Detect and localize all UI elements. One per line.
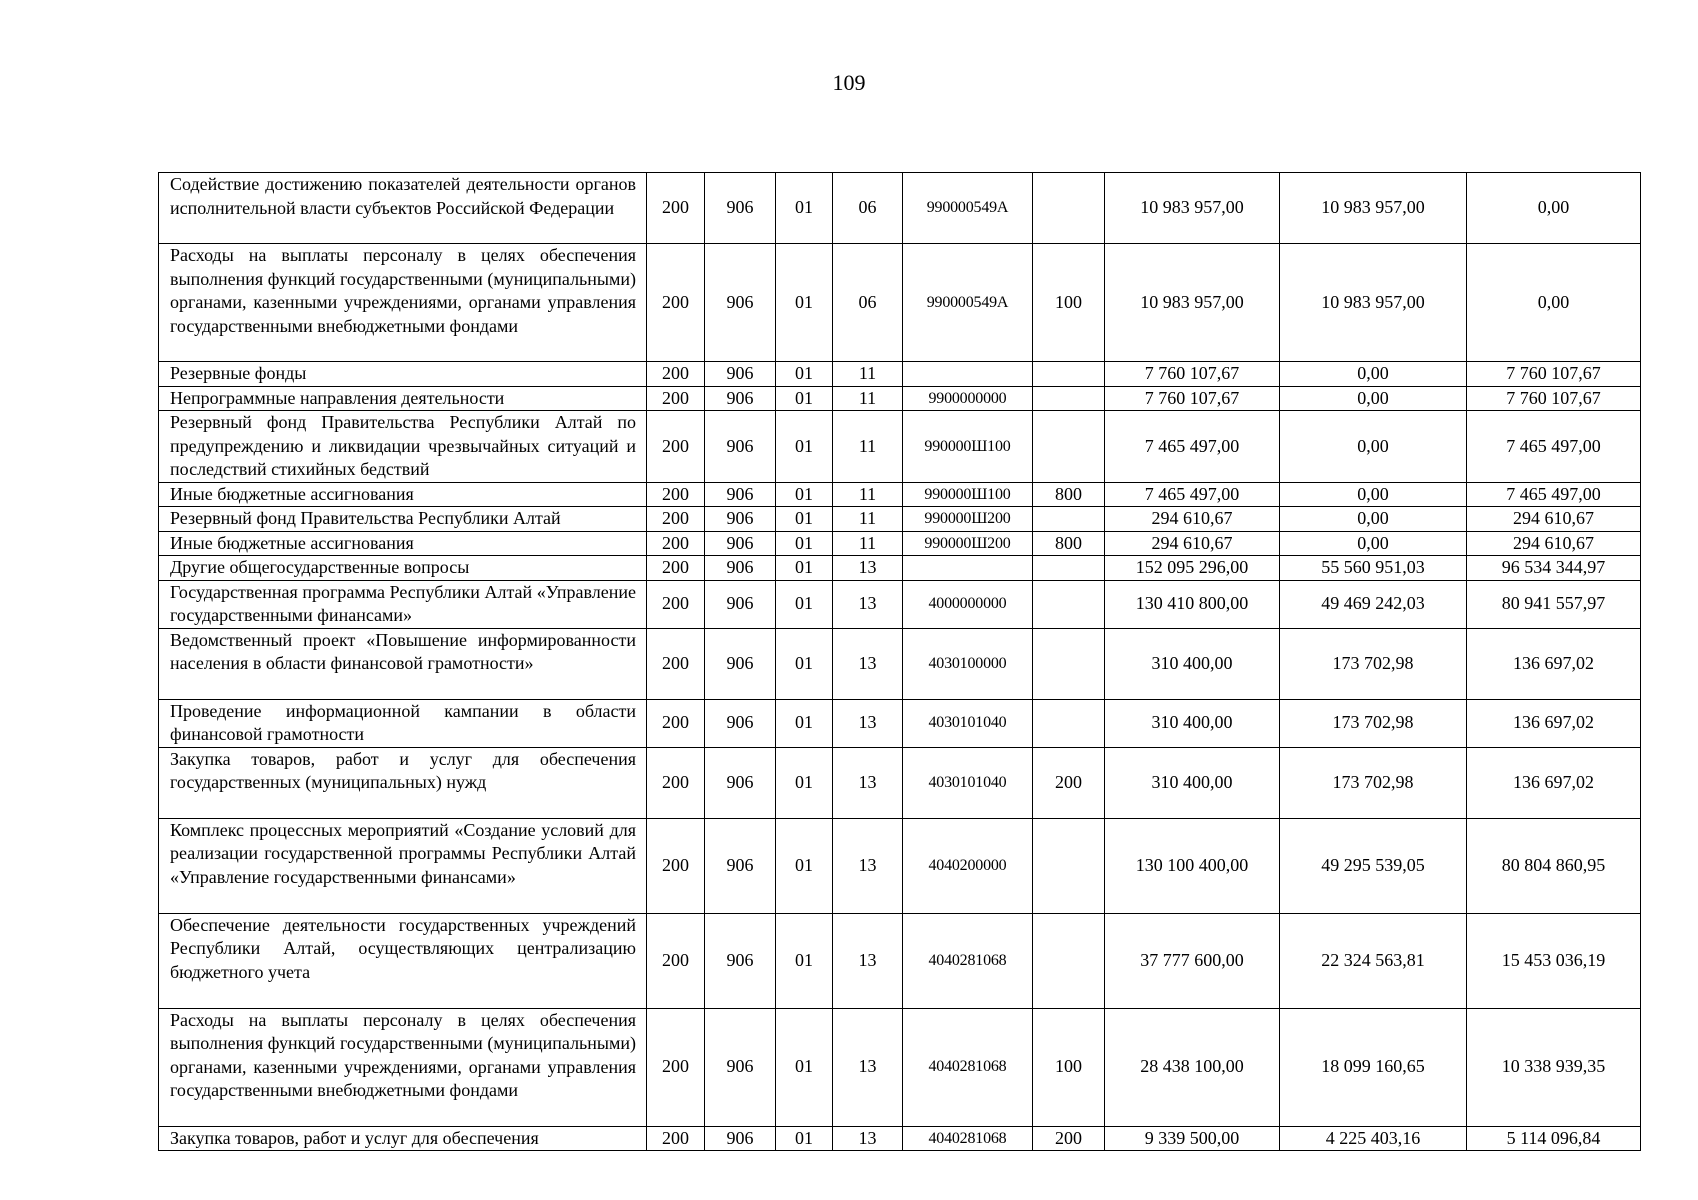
table-row xyxy=(159,531,1641,556)
cell-grbs: 906 xyxy=(705,1008,776,1126)
cell-remainder: 0,00 xyxy=(1467,173,1641,244)
table-row xyxy=(159,411,1641,483)
cell-target: 990000549А xyxy=(903,173,1033,244)
cell-section: 01 xyxy=(776,580,833,628)
cell-subsection: 11 xyxy=(833,507,903,532)
cell-expense-type xyxy=(1033,628,1105,699)
cell-expense-type xyxy=(1033,699,1105,747)
cell-section: 01 xyxy=(776,173,833,244)
cell-remainder: 294 610,67 xyxy=(1467,507,1641,532)
table-row xyxy=(159,818,1641,913)
cell-subsection: 11 xyxy=(833,386,903,411)
cell-plan: 7 760 107,67 xyxy=(1105,362,1280,387)
cell-section: 01 xyxy=(776,482,833,507)
cell-grbs: 906 xyxy=(705,482,776,507)
cell-remainder: 7 760 107,67 xyxy=(1467,386,1641,411)
cell-executed: 0,00 xyxy=(1280,482,1467,507)
cell-grbs: 906 xyxy=(705,411,776,483)
cell-remainder: 136 697,02 xyxy=(1467,628,1641,699)
cell-subsection: 13 xyxy=(833,1126,903,1151)
cell-name: Иные бюджетные ассигнования xyxy=(159,482,647,507)
cell-name: Государственная программа Республики Алтай «Управление государственными финансами» xyxy=(159,580,647,628)
cell-section: 01 xyxy=(776,1008,833,1126)
cell-remainder: 7 760 107,67 xyxy=(1467,362,1641,387)
cell-target: 990000Ш100 xyxy=(903,411,1033,483)
cell-executed: 173 702,98 xyxy=(1280,699,1467,747)
table-row xyxy=(159,556,1641,581)
cell-target: 4040200000 xyxy=(903,818,1033,913)
cell-plan: 7 465 497,00 xyxy=(1105,411,1280,483)
cell-executed: 173 702,98 xyxy=(1280,628,1467,699)
cell-plan: 294 610,67 xyxy=(1105,507,1280,532)
cell-admin: 200 xyxy=(647,747,705,818)
cell-name: Расходы на выплаты персоналу в целях обеспечения выполнения функций государственными (муниципальными) органами, казенными учреждениями, органами управления государственными внебюджетными фондами xyxy=(159,244,647,362)
cell-expense-type xyxy=(1033,556,1105,581)
cell-admin: 200 xyxy=(647,556,705,581)
cell-target xyxy=(903,362,1033,387)
table-row xyxy=(159,1126,1641,1151)
cell-plan: 7 760 107,67 xyxy=(1105,386,1280,411)
table-row xyxy=(159,580,1641,628)
cell-section: 01 xyxy=(776,531,833,556)
cell-plan: 130 100 400,00 xyxy=(1105,818,1280,913)
cell-target: 4030101040 xyxy=(903,699,1033,747)
cell-subsection: 13 xyxy=(833,747,903,818)
cell-grbs: 906 xyxy=(705,556,776,581)
cell-admin: 200 xyxy=(647,580,705,628)
cell-remainder: 7 465 497,00 xyxy=(1467,482,1641,507)
cell-grbs: 906 xyxy=(705,913,776,1008)
cell-admin: 200 xyxy=(647,1126,705,1151)
table-body xyxy=(159,173,1641,1151)
cell-admin: 200 xyxy=(647,362,705,387)
cell-subsection: 06 xyxy=(833,173,903,244)
cell-expense-type: 200 xyxy=(1033,1126,1105,1151)
cell-executed: 49 469 242,03 xyxy=(1280,580,1467,628)
cell-remainder: 5 114 096,84 xyxy=(1467,1126,1641,1151)
cell-section: 01 xyxy=(776,362,833,387)
cell-target: 4030101040 xyxy=(903,747,1033,818)
cell-plan: 310 400,00 xyxy=(1105,699,1280,747)
cell-plan: 28 438 100,00 xyxy=(1105,1008,1280,1126)
cell-admin: 200 xyxy=(647,913,705,1008)
cell-remainder: 10 338 939,35 xyxy=(1467,1008,1641,1126)
cell-remainder: 0,00 xyxy=(1467,244,1641,362)
cell-grbs: 906 xyxy=(705,699,776,747)
cell-subsection: 13 xyxy=(833,556,903,581)
cell-name: Закупка товаров, работ и услуг для обеспечения государственных (муниципальных) нужд xyxy=(159,747,647,818)
cell-expense-type xyxy=(1033,362,1105,387)
cell-remainder: 136 697,02 xyxy=(1467,699,1641,747)
cell-expense-type: 100 xyxy=(1033,1008,1105,1126)
cell-admin: 200 xyxy=(647,531,705,556)
cell-admin: 200 xyxy=(647,699,705,747)
cell-expense-type xyxy=(1033,818,1105,913)
table-row xyxy=(159,507,1641,532)
cell-grbs: 906 xyxy=(705,507,776,532)
cell-grbs: 906 xyxy=(705,1126,776,1151)
cell-executed: 10 983 957,00 xyxy=(1280,173,1467,244)
cell-plan: 9 339 500,00 xyxy=(1105,1126,1280,1151)
cell-plan: 152 095 296,00 xyxy=(1105,556,1280,581)
cell-admin: 200 xyxy=(647,507,705,532)
cell-admin: 200 xyxy=(647,411,705,483)
cell-grbs: 906 xyxy=(705,173,776,244)
cell-expense-type: 200 xyxy=(1033,747,1105,818)
cell-expense-type xyxy=(1033,386,1105,411)
cell-executed: 10 983 957,00 xyxy=(1280,244,1467,362)
cell-subsection: 13 xyxy=(833,628,903,699)
cell-section: 01 xyxy=(776,913,833,1008)
cell-subsection: 13 xyxy=(833,580,903,628)
cell-executed: 4 225 403,16 xyxy=(1280,1126,1467,1151)
cell-target: 4030100000 xyxy=(903,628,1033,699)
cell-grbs: 906 xyxy=(705,747,776,818)
cell-subsection: 13 xyxy=(833,699,903,747)
cell-subsection: 06 xyxy=(833,244,903,362)
cell-remainder: 136 697,02 xyxy=(1467,747,1641,818)
cell-section: 01 xyxy=(776,699,833,747)
cell-name: Ведомственный проект «Повышение информированности населения в области финансовой грамотности» xyxy=(159,628,647,699)
cell-name: Закупка товаров, работ и услуг для обеспечения xyxy=(159,1126,647,1151)
cell-remainder: 96 534 344,97 xyxy=(1467,556,1641,581)
table-row xyxy=(159,747,1641,818)
cell-executed: 0,00 xyxy=(1280,507,1467,532)
cell-grbs: 906 xyxy=(705,580,776,628)
cell-grbs: 906 xyxy=(705,244,776,362)
cell-admin: 200 xyxy=(647,173,705,244)
cell-target: 990000549А xyxy=(903,244,1033,362)
cell-expense-type: 800 xyxy=(1033,531,1105,556)
cell-plan: 7 465 497,00 xyxy=(1105,482,1280,507)
table-row xyxy=(159,482,1641,507)
cell-name: Непрограммные направления деятельности xyxy=(159,386,647,411)
cell-executed: 0,00 xyxy=(1280,386,1467,411)
table-row xyxy=(159,173,1641,244)
table-row xyxy=(159,386,1641,411)
cell-expense-type xyxy=(1033,580,1105,628)
cell-section: 01 xyxy=(776,556,833,581)
cell-admin: 200 xyxy=(647,1008,705,1126)
cell-section: 01 xyxy=(776,386,833,411)
cell-executed: 55 560 951,03 xyxy=(1280,556,1467,581)
cell-admin: 200 xyxy=(647,244,705,362)
cell-grbs: 906 xyxy=(705,628,776,699)
cell-section: 01 xyxy=(776,628,833,699)
cell-plan: 294 610,67 xyxy=(1105,531,1280,556)
cell-expense-type xyxy=(1033,411,1105,483)
table-row xyxy=(159,699,1641,747)
table-row xyxy=(159,244,1641,362)
cell-subsection: 13 xyxy=(833,818,903,913)
cell-target: 4040281068 xyxy=(903,1126,1033,1151)
cell-name: Резервные фонды xyxy=(159,362,647,387)
table-row xyxy=(159,628,1641,699)
cell-grbs: 906 xyxy=(705,531,776,556)
cell-executed: 0,00 xyxy=(1280,362,1467,387)
cell-section: 01 xyxy=(776,747,833,818)
cell-plan: 310 400,00 xyxy=(1105,628,1280,699)
cell-plan: 130 410 800,00 xyxy=(1105,580,1280,628)
cell-name: Расходы на выплаты персоналу в целях обеспечения выполнения функций государственными (муниципальными) органами, казенными учреждениями, органами управления государственными внебюджетными фондами xyxy=(159,1008,647,1126)
cell-section: 01 xyxy=(776,411,833,483)
page-number: 109 xyxy=(832,70,866,95)
cell-expense-type: 100 xyxy=(1033,244,1105,362)
cell-plan: 37 777 600,00 xyxy=(1105,913,1280,1008)
cell-target: 990000Ш200 xyxy=(903,507,1033,532)
cell-section: 01 xyxy=(776,507,833,532)
cell-target: 9900000000 xyxy=(903,386,1033,411)
table-row xyxy=(159,362,1641,387)
cell-target: 4000000000 xyxy=(903,580,1033,628)
cell-grbs: 906 xyxy=(705,386,776,411)
cell-target: 4040281068 xyxy=(903,1008,1033,1126)
cell-target: 990000Ш100 xyxy=(903,482,1033,507)
cell-subsection: 11 xyxy=(833,531,903,556)
cell-plan: 310 400,00 xyxy=(1105,747,1280,818)
cell-section: 01 xyxy=(776,818,833,913)
cell-section: 01 xyxy=(776,244,833,362)
cell-name: Иные бюджетные ассигнования xyxy=(159,531,647,556)
cell-remainder: 7 465 497,00 xyxy=(1467,411,1641,483)
cell-executed: 0,00 xyxy=(1280,411,1467,483)
table-row xyxy=(159,1008,1641,1126)
cell-name: Комплекс процессных мероприятий «Создание условий для реализации государственной программы Республики Алтай «Управление государственными финансами» xyxy=(159,818,647,913)
cell-grbs: 906 xyxy=(705,818,776,913)
cell-remainder: 294 610,67 xyxy=(1467,531,1641,556)
cell-executed: 18 099 160,65 xyxy=(1280,1008,1467,1126)
table-row xyxy=(159,913,1641,1008)
cell-section: 01 xyxy=(776,1126,833,1151)
cell-remainder: 80 804 860,95 xyxy=(1467,818,1641,913)
cell-name: Содействие достижению показателей деятельности органов исполнительной власти субъектов Российской Федерации xyxy=(159,173,647,244)
cell-plan: 10 983 957,00 xyxy=(1105,244,1280,362)
cell-admin: 200 xyxy=(647,386,705,411)
cell-remainder: 80 941 557,97 xyxy=(1467,580,1641,628)
cell-subsection: 11 xyxy=(833,362,903,387)
cell-name: Обеспечение деятельности государственных учреждений Республики Алтай, осуществляющих централизацию бюджетного учета xyxy=(159,913,647,1008)
cell-name: Другие общегосударственные вопросы xyxy=(159,556,647,581)
cell-executed: 49 295 539,05 xyxy=(1280,818,1467,913)
cell-expense-type: 800 xyxy=(1033,482,1105,507)
cell-expense-type xyxy=(1033,173,1105,244)
cell-admin: 200 xyxy=(647,482,705,507)
cell-subsection: 13 xyxy=(833,913,903,1008)
cell-executed: 173 702,98 xyxy=(1280,747,1467,818)
cell-plan: 10 983 957,00 xyxy=(1105,173,1280,244)
budget-table xyxy=(158,172,1641,1151)
cell-expense-type xyxy=(1033,913,1105,1008)
cell-target xyxy=(903,556,1033,581)
cell-subsection: 11 xyxy=(833,482,903,507)
cell-expense-type xyxy=(1033,507,1105,532)
cell-subsection: 13 xyxy=(833,1008,903,1126)
cell-name: Резервный фонд Правительства Республики Алтай по предупреждению и ликвидации чрезвычайных ситуаций и последствий стихийных бедствий xyxy=(159,411,647,483)
cell-admin: 200 xyxy=(647,628,705,699)
cell-remainder: 15 453 036,19 xyxy=(1467,913,1641,1008)
cell-target: 990000Ш200 xyxy=(903,531,1033,556)
cell-admin: 200 xyxy=(647,818,705,913)
cell-subsection: 11 xyxy=(833,411,903,483)
cell-target: 4040281068 xyxy=(903,913,1033,1008)
cell-name: Резервный фонд Правительства Республики Алтай xyxy=(159,507,647,532)
cell-executed: 22 324 563,81 xyxy=(1280,913,1467,1008)
cell-name: Проведение информационной кампании в области финансовой грамотности xyxy=(159,699,647,747)
cell-grbs: 906 xyxy=(705,362,776,387)
cell-executed: 0,00 xyxy=(1280,531,1467,556)
